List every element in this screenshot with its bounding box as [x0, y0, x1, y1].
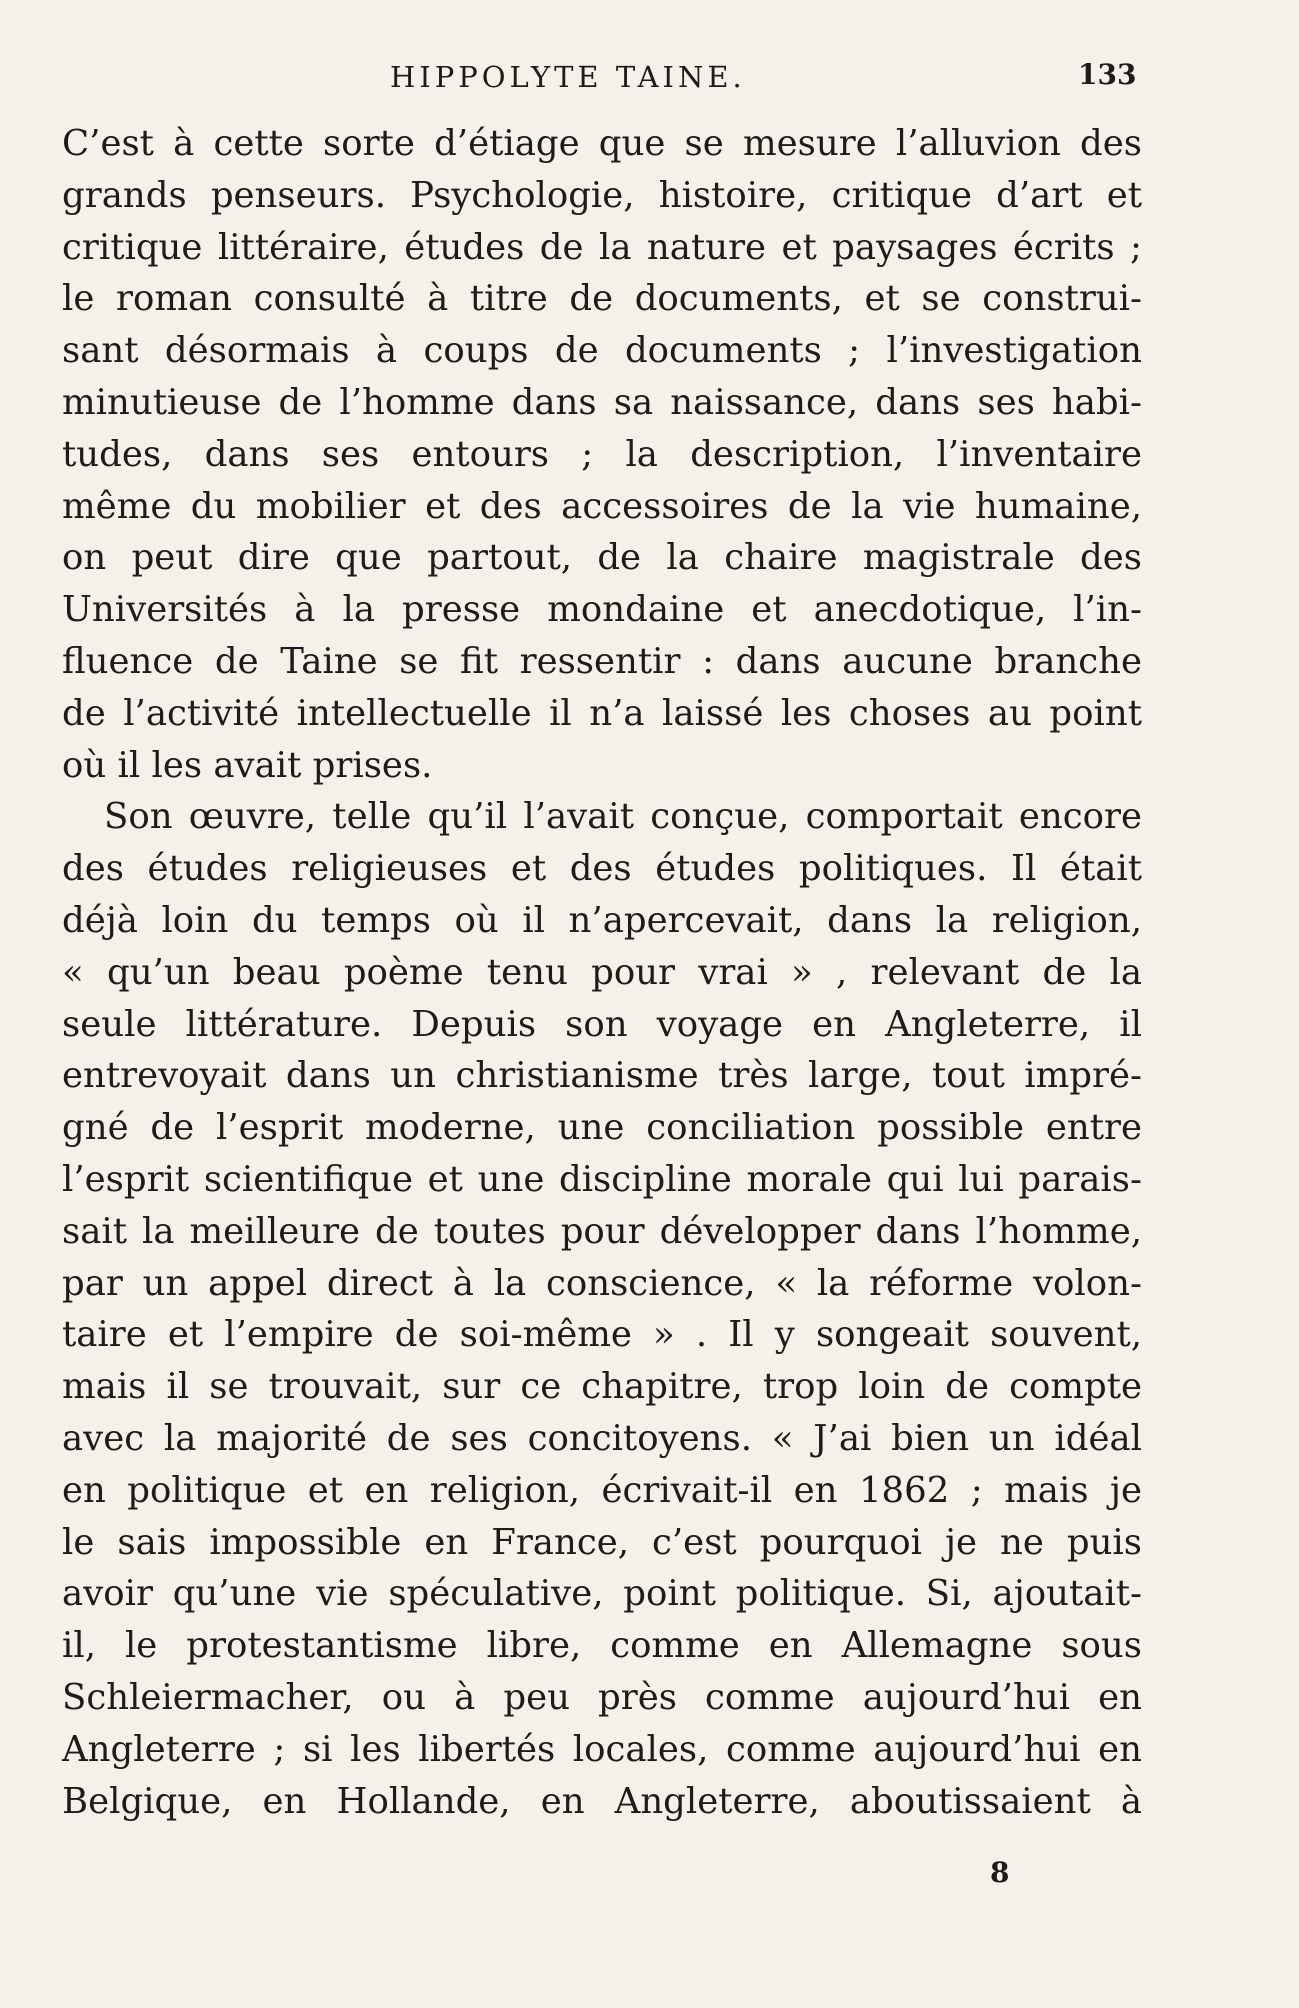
- text-line: où il les avait prises.: [62, 744, 433, 786]
- text-line: Angleterre ; si les libertés locales, comme aujourd’hui en: [62, 1728, 1142, 1770]
- paragraph-2: [62, 791, 1142, 1827]
- text-line: le roman consulté à titre de documents, et se construi-: [62, 278, 1142, 320]
- text-line: avec la majorité de ses concitoyens. « J’ai bien un idéal: [62, 1417, 1142, 1459]
- text-line: Belgique, en Hollande, en Angleterre, aboutissaient à: [62, 1780, 1142, 1822]
- paragraph-1: [62, 118, 1142, 791]
- text-line: de l’activité intellectuelle il n’a laissé les choses au point: [62, 692, 1142, 734]
- text-line: Schleiermacher, ou à peu près comme aujourd’hui en: [62, 1676, 1142, 1718]
- page-number: 133: [1078, 58, 1137, 91]
- text-line: grands penseurs. Psychologie, histoire, critique d’art et: [62, 174, 1142, 216]
- text-line: taire et l’empire de soi-même » . Il y songeait souvent,: [62, 1314, 1142, 1356]
- signature-mark: 8: [990, 1856, 1010, 1889]
- running-title: HIPPOLYTE TAINE.: [390, 60, 746, 94]
- text-line: l’esprit scientifique et une discipline morale qui lui parais-: [62, 1158, 1142, 1200]
- text-line: Universités à la presse mondaine et anecdotique, l’in-: [62, 589, 1142, 631]
- text-line: C’est à cette sorte d’étiage que se mesure l’alluvion des: [62, 123, 1142, 164]
- text-line: Son œuvre, telle qu’il l’avait conçue, comportait encore: [104, 796, 1142, 838]
- text-line: minutieuse de l’homme dans sa naissance, dans ses habi-: [62, 381, 1142, 423]
- text-line: tudes, dans ses entours ; la description, l’inventaire: [62, 433, 1142, 475]
- body-text: [62, 118, 1142, 1827]
- text-line: sant désormais à coups de documents ; l’investigation: [62, 330, 1142, 372]
- text-line: seule littérature. Depuis son voyage en Angleterre, il: [62, 1003, 1142, 1045]
- text-line: même du mobilier et des accessoires de la vie humaine,: [62, 485, 1142, 527]
- text-line: fluence de Taine se fit ressentir : dans aucune branche: [62, 640, 1142, 682]
- text-line: sait la meilleure de toutes pour développer dans l’homme,: [62, 1210, 1142, 1252]
- text-line: avoir qu’une vie spéculative, point politique. Si, ajoutait-: [62, 1573, 1142, 1615]
- text-line: mais il se trouvait, sur ce chapitre, trop loin de compte: [62, 1366, 1142, 1408]
- text-line: entrevoyait dans un christianisme très large, tout impré-: [62, 1055, 1142, 1097]
- text-line: gné de l’esprit moderne, une conciliation possible entre: [62, 1107, 1142, 1149]
- text-line: critique littéraire, études de la nature et paysages écrits ;: [62, 226, 1142, 268]
- text-line: en politique et en religion, écrivait-il en 1862 ; mais je: [62, 1469, 1142, 1511]
- text-line: déjà loin du temps où il n’apercevait, dans la religion,: [62, 899, 1142, 941]
- text-line: par un appel direct à la conscience, « la réforme volon-: [62, 1262, 1142, 1304]
- text-line: « qu’un beau poème tenu pour vrai » , relevant de la: [62, 951, 1142, 993]
- text-line: le sais impossible en France, c’est pourquoi je ne puis: [62, 1521, 1142, 1563]
- text-line: des études religieuses et des études politiques. Il était: [62, 848, 1142, 890]
- text-line: on peut dire que partout, de la chaire magistrale des: [62, 537, 1142, 579]
- text-line: il, le protestantisme libre, comme en Allemagne sous: [62, 1625, 1142, 1667]
